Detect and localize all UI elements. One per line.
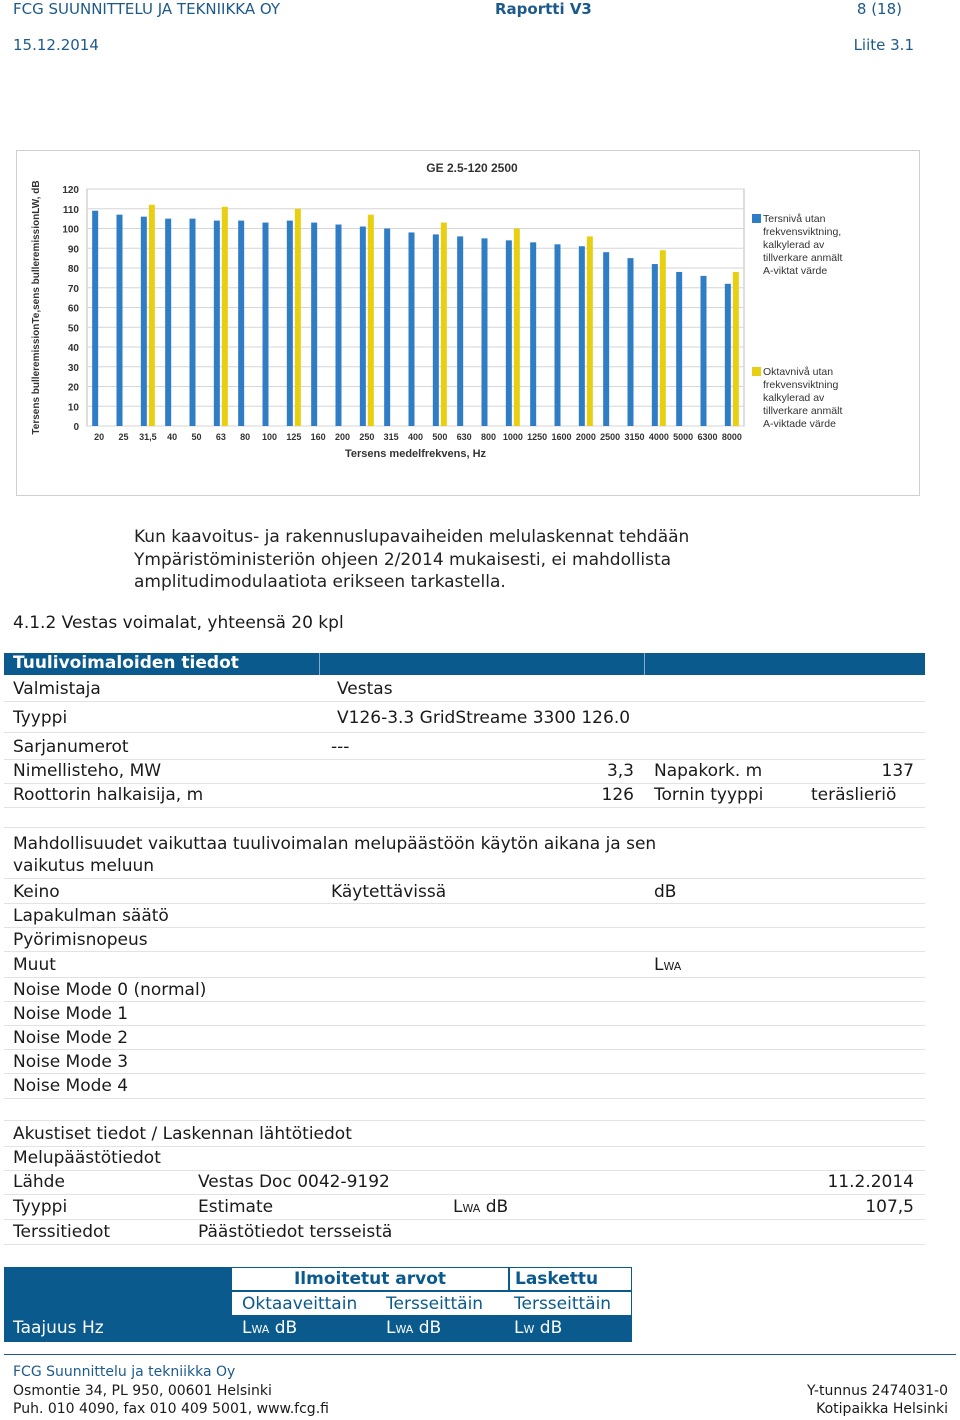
y-tick-label: 50 xyxy=(67,323,79,335)
tertiary-value: Päästötiedot tersseistä xyxy=(198,1222,393,1242)
legend-label: A-viktat värde xyxy=(763,265,828,277)
bar xyxy=(628,258,634,426)
y-tick-label: 40 xyxy=(67,343,79,354)
footer-company: FCG Suunnittelu ja tekniikka Oy xyxy=(13,1364,236,1380)
power-label: Nimellisteho, MW xyxy=(13,761,162,781)
chart-frame xyxy=(16,150,920,496)
y-tick-label: 100 xyxy=(62,224,79,236)
x-tick-label: 250 xyxy=(359,432,375,442)
bar xyxy=(368,215,374,426)
calc-unit xyxy=(514,1318,562,1338)
bar xyxy=(725,284,731,426)
row-divider xyxy=(4,783,925,784)
bar xyxy=(457,236,463,426)
wa-subscript: WA xyxy=(395,1323,414,1336)
x-tick-label: 630 xyxy=(456,432,472,442)
x-tick-label: 25 xyxy=(118,432,129,442)
bar xyxy=(579,246,585,426)
x-tick-label: 2500 xyxy=(600,432,621,442)
bar xyxy=(311,223,317,426)
octave-unit xyxy=(242,1318,297,1338)
third-octave-calc-subheader: Tersseittäin xyxy=(514,1294,612,1314)
x-tick-label: 100 xyxy=(261,432,278,442)
lwa-symbol: L xyxy=(453,1197,463,1217)
y-tick-label: 110 xyxy=(62,204,79,216)
bar xyxy=(676,272,682,426)
row-divider xyxy=(4,1170,925,1171)
section-heading: 4.1.2 Vestas voimalat, yhteensä 20 kpl xyxy=(13,613,344,633)
lwa-value: 107,5 xyxy=(865,1197,914,1217)
bar xyxy=(360,227,366,426)
bar xyxy=(587,236,593,426)
x-tick-label: 5000 xyxy=(673,432,694,442)
l-symbol: L xyxy=(514,1318,524,1338)
bar xyxy=(336,225,342,426)
rotor-value: 126 xyxy=(601,785,634,805)
x-tick-label: 31,5 xyxy=(139,432,157,442)
manufacturer-label: Valmistaja xyxy=(13,679,101,699)
x-tick-label: 8000 xyxy=(721,432,742,442)
bar xyxy=(409,232,415,426)
source-date: 11.2.2014 xyxy=(827,1172,914,1192)
row-divider xyxy=(4,878,925,879)
report-date: 15.12.2014 xyxy=(13,36,99,54)
bar xyxy=(165,219,171,426)
tertiary-label: Terssitiedot xyxy=(13,1222,111,1242)
x-tick-label: 500 xyxy=(432,432,448,442)
row-divider xyxy=(4,1025,925,1026)
lwa-db-label xyxy=(453,1197,508,1217)
bar xyxy=(514,229,520,427)
row-divider xyxy=(4,807,925,808)
chart-title: GE 2.5-120 2500 xyxy=(426,161,518,175)
row-divider xyxy=(4,1098,925,1099)
paragraph-line: Kun kaavoitus- ja rakennuslupavaiheiden melulaskennat tehdään xyxy=(134,527,690,547)
bar xyxy=(92,211,98,426)
pitch-row: Lapakulman säätö xyxy=(13,906,169,926)
noise-mode-row: Noise Mode 0 (normal) xyxy=(13,980,207,1000)
bar xyxy=(238,221,244,426)
row-divider xyxy=(4,732,925,733)
row-divider xyxy=(4,1049,925,1050)
lwa-symbol: L xyxy=(654,955,664,975)
appendix-label: Liite 3.1 xyxy=(853,36,914,54)
row-divider xyxy=(4,701,925,702)
declared-header xyxy=(231,1267,509,1291)
x-tick-label: 3150 xyxy=(624,432,645,442)
other-row: Muut xyxy=(13,955,56,975)
row-divider xyxy=(4,903,925,904)
type-label: Tyyppi xyxy=(13,708,68,728)
legend-label: kalkylerad av xyxy=(763,392,825,404)
bar xyxy=(652,264,658,426)
unit-row xyxy=(4,1316,632,1342)
octave-subheader: Oktaaveittain xyxy=(242,1294,358,1314)
legend-label: Tersnivå utan xyxy=(763,213,826,225)
row-divider xyxy=(4,759,925,760)
x-tick-label: 20 xyxy=(94,432,105,442)
x-tick-label: 80 xyxy=(240,432,251,442)
method-column: Keino xyxy=(13,882,60,902)
bar xyxy=(603,252,609,426)
bar xyxy=(214,221,220,426)
source-value: Vestas Doc 0042-9192 xyxy=(198,1172,390,1192)
x-tick-label: 63 xyxy=(215,432,226,442)
legend-swatch xyxy=(752,214,761,223)
x-tick-label: 125 xyxy=(286,432,302,442)
y-tick-label: 80 xyxy=(67,264,79,275)
noise-mode-row: Noise Mode 2 xyxy=(13,1028,129,1048)
legend-label: tillverkare anmält xyxy=(763,252,843,264)
speed-row: Pyörimisnopeus xyxy=(13,930,148,950)
x-tick-label: 2000 xyxy=(575,432,596,442)
lwa-unit: dB xyxy=(480,1197,509,1217)
page-number: 8 (18) xyxy=(856,0,902,18)
wa-subscript: WA xyxy=(251,1323,270,1336)
legend-label: frekvensviktning, xyxy=(763,226,842,238)
row-divider xyxy=(4,1001,925,1002)
x-tick-label: 200 xyxy=(334,432,351,442)
bar-chart xyxy=(17,151,919,495)
row-divider xyxy=(4,827,925,828)
db-unit: dB xyxy=(534,1318,563,1338)
x-tick-label: 315 xyxy=(383,432,399,442)
row-divider xyxy=(4,1194,925,1195)
db-unit: dB xyxy=(269,1318,298,1338)
bar xyxy=(287,221,293,426)
x-tick-label: 50 xyxy=(191,432,202,442)
divider xyxy=(319,653,320,675)
row-divider xyxy=(4,977,925,978)
bar xyxy=(660,250,666,426)
l-symbol: L xyxy=(386,1318,396,1338)
paragraph-line: amplitudimodulaatiota erikseen tarkastella. xyxy=(134,572,506,592)
estimate-type-value: Estimate xyxy=(198,1197,274,1217)
footer-business-id: Y-tunnus 2474031-0 xyxy=(807,1383,948,1399)
divider xyxy=(644,653,645,675)
estimate-type-label: Tyyppi xyxy=(13,1197,68,1217)
x-tick-label: 800 xyxy=(480,432,497,442)
legend-label: A-viktade värde xyxy=(763,418,836,430)
type-value: V126-3.3 GridStreame 3300 126.0 xyxy=(337,708,631,728)
lwa-subscript: WA xyxy=(663,960,682,973)
acoustic-heading: Akustiset tiedot / Laskennan lähtötiedot xyxy=(13,1124,352,1144)
turbine-table-title: Tuulivoimaloiden tiedot xyxy=(13,653,239,673)
serial-label: Sarjanumerot xyxy=(13,737,129,757)
y-axis-label: Tersens bulleremissionTe,sens bulleremissionLW, dB xyxy=(31,180,42,435)
x-tick-label: 160 xyxy=(310,432,326,442)
legend-swatch xyxy=(752,367,761,376)
noise-mode-row: Noise Mode 1 xyxy=(13,1004,129,1024)
bar xyxy=(506,240,512,426)
noise-intro: Mahdollisuudet vaikuttaa tuulivoimalan melupäästöön käytön aikana ja sen xyxy=(13,834,657,854)
bar xyxy=(482,238,488,426)
row-divider xyxy=(4,1073,925,1074)
row-divider xyxy=(4,927,925,928)
legend-label: kalkylerad av xyxy=(763,239,825,251)
report-title: Raportti V3 xyxy=(495,0,592,18)
lwa-label xyxy=(654,955,681,975)
tower-value: teräslieriö xyxy=(811,785,897,805)
y-tick-label: 10 xyxy=(67,402,79,414)
db-unit: dB xyxy=(413,1318,442,1338)
x-tick-label: 6300 xyxy=(697,432,718,442)
x-tick-label: 1250 xyxy=(527,432,548,442)
available-column: Käytettävissä xyxy=(331,882,447,902)
x-tick-label: 400 xyxy=(407,432,424,442)
row-divider xyxy=(4,1219,925,1220)
bar xyxy=(733,272,739,426)
hub-height-value: 137 xyxy=(881,761,914,781)
tower-label: Tornin tyyppi xyxy=(654,785,764,805)
bar xyxy=(441,223,447,426)
y-tick-label: 0 xyxy=(73,422,79,433)
frequency-table-header xyxy=(4,1267,632,1342)
y-tick-label: 70 xyxy=(67,283,79,295)
row-divider xyxy=(4,951,925,952)
manufacturer-value: Vestas xyxy=(337,679,393,699)
bar xyxy=(222,207,228,426)
noise-intro: vaikutus meluun xyxy=(13,856,155,876)
x-tick-label: 40 xyxy=(167,432,178,442)
calculated-title: Laskettu xyxy=(515,1269,599,1289)
subheader-row xyxy=(231,1291,632,1316)
legend-label: frekvensviktning xyxy=(763,379,839,391)
third-octave-unit xyxy=(386,1318,441,1338)
y-tick-label: 60 xyxy=(67,303,79,315)
bar xyxy=(295,209,301,426)
source-label: Lähde xyxy=(13,1172,65,1192)
l-symbol: L xyxy=(242,1318,252,1338)
footer-rule xyxy=(4,1354,956,1355)
row-divider xyxy=(4,1146,925,1147)
emission-subheading: Melupäästötiedot xyxy=(13,1148,161,1168)
bar xyxy=(263,223,269,426)
turbine-table-header xyxy=(4,653,925,675)
footer-domicile: Kotipaikka Helsinki xyxy=(816,1401,948,1417)
bar xyxy=(384,229,390,427)
legend-label: tillverkare anmält xyxy=(763,405,843,417)
rotor-label: Roottorin halkaisija, m xyxy=(13,785,204,805)
y-tick-label: 20 xyxy=(67,382,79,394)
bar xyxy=(701,276,707,426)
y-tick-label: 90 xyxy=(67,244,79,256)
calculated-header xyxy=(509,1267,632,1291)
row-divider xyxy=(4,1244,925,1245)
x-tick-label: 1000 xyxy=(502,432,523,442)
declared-title: Ilmoitetut arvot xyxy=(293,1269,447,1289)
w-subscript: W xyxy=(523,1323,535,1336)
footer-address: Osmontie 34, PL 950, 00601 Helsinki xyxy=(13,1383,272,1399)
bar xyxy=(433,234,439,426)
y-tick-label: 120 xyxy=(62,185,79,196)
bar xyxy=(190,219,196,426)
bar xyxy=(530,242,536,426)
paragraph-line: Ympäristöministeriön ohjeen 2/2014 mukaisesti, ei mahdollista xyxy=(134,550,672,570)
db-column: dB xyxy=(654,882,677,902)
frequency-column: Taajuus Hz xyxy=(13,1318,104,1338)
bar xyxy=(149,205,155,426)
serial-value: --- xyxy=(331,737,350,757)
power-value: 3,3 xyxy=(606,761,634,781)
bar xyxy=(555,244,561,426)
y-tick-label: 30 xyxy=(67,362,79,374)
x-tick-label: 4000 xyxy=(648,432,669,442)
third-octave-subheader: Tersseittäin xyxy=(386,1294,484,1314)
x-tick-label: 1600 xyxy=(551,432,572,442)
bar xyxy=(141,217,147,426)
row-divider xyxy=(4,1120,925,1121)
x-axis-label: Tersens medelfrekvens, Hz xyxy=(344,448,487,460)
company-header: FCG SUUNNITTELU JA TEKNIIKKA OY xyxy=(13,0,281,18)
legend-label: Oktavnivå utan xyxy=(763,366,834,378)
bar xyxy=(117,215,123,426)
noise-mode-row: Noise Mode 3 xyxy=(13,1052,129,1072)
lwa-subscript: WA xyxy=(462,1202,481,1215)
hub-height-label: Napakork. m xyxy=(654,761,763,781)
noise-mode-row: Noise Mode 4 xyxy=(13,1076,129,1096)
footer-contact: Puh. 010 4090, fax 010 409 5001, www.fcg.fi xyxy=(13,1401,329,1417)
